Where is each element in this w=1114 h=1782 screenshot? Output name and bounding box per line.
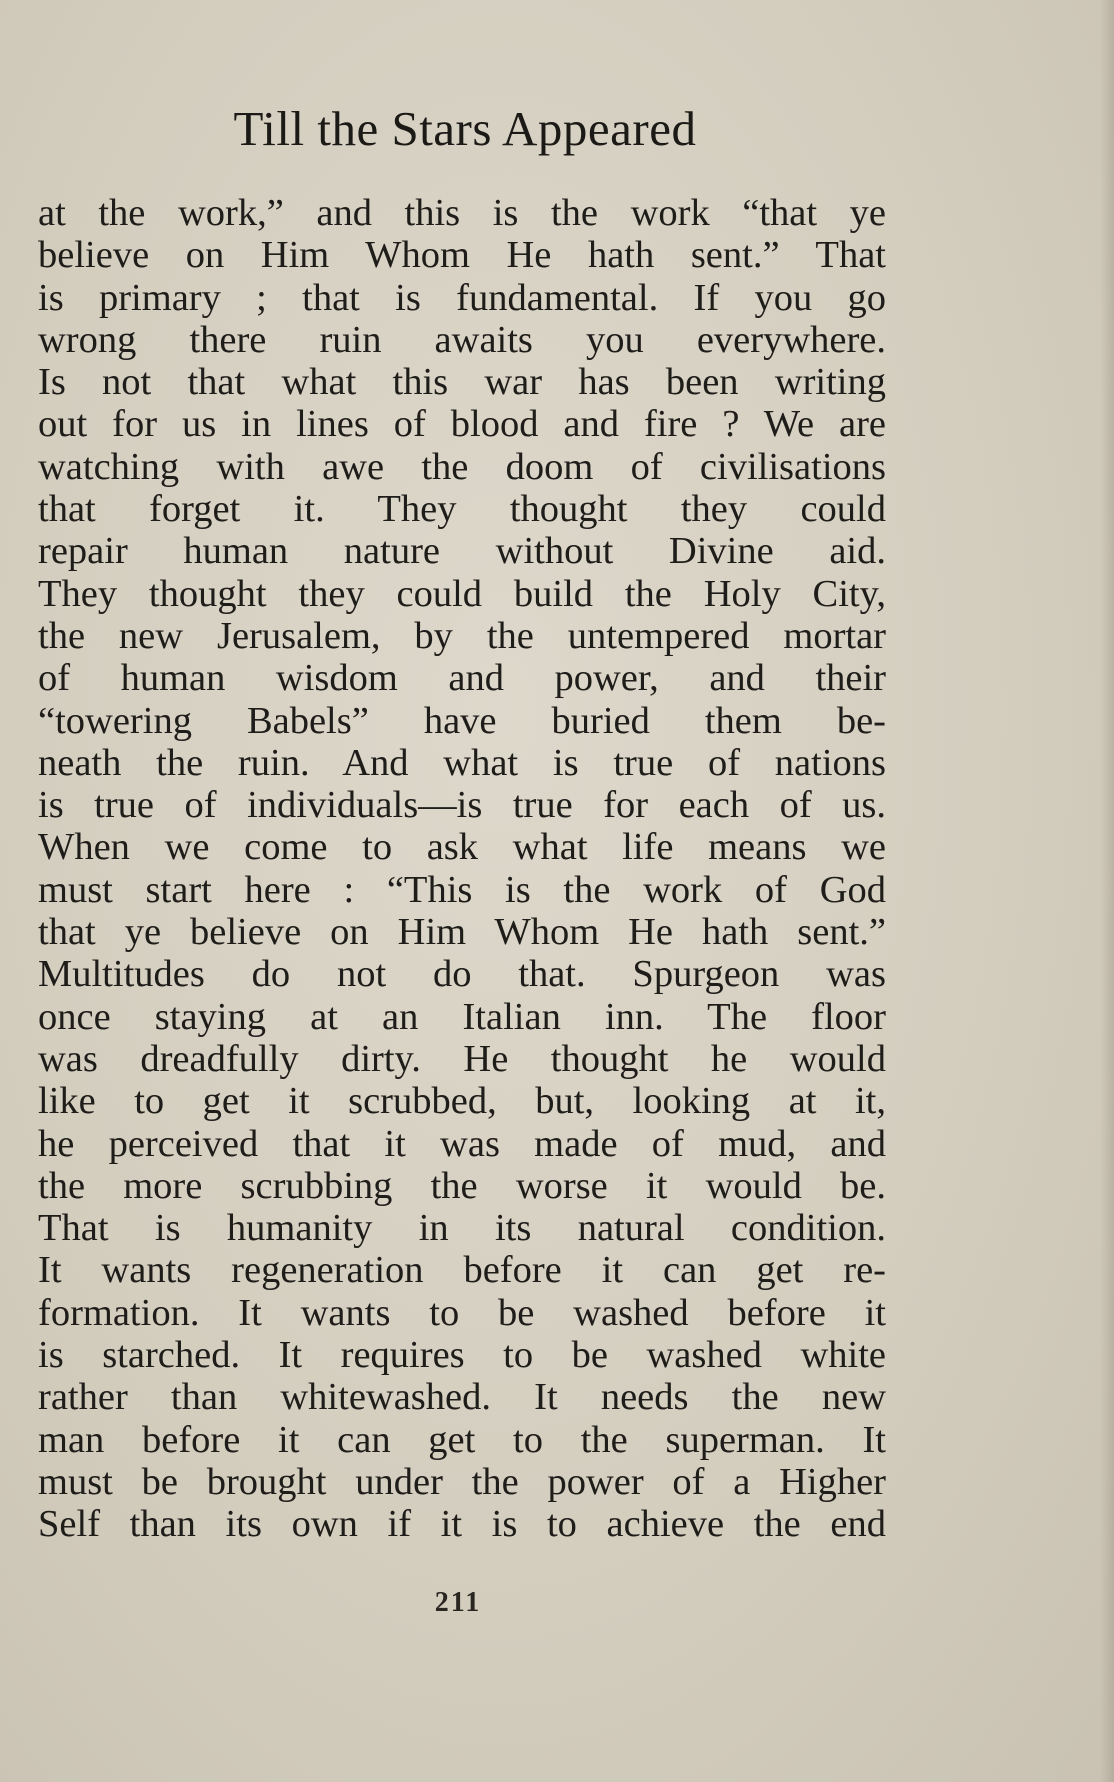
text-line: is starched. It requires to be washed white: [38, 1334, 886, 1377]
text-line: he perceived that it was made of mud, and: [38, 1122, 886, 1165]
text-line: was dreadfully dirty. He thought he would: [38, 1037, 886, 1080]
text-line: like to get it scrubbed, but, looking at it,: [38, 1080, 886, 1123]
text-line: must be brought under the power of a Higher: [38, 1460, 886, 1503]
text-line: the new Jerusalem, by the untempered mortar: [38, 614, 886, 657]
text-line: Self than its own if it is to achieve the end: [38, 1503, 886, 1546]
text-line: repair human nature without Divine aid.: [38, 530, 886, 573]
text-line: believe on Him Whom He hath sent.” That: [38, 234, 886, 277]
text-line: Multitudes do not do that. Spurgeon was: [38, 953, 886, 996]
text-line: watching with awe the doom of civilisations: [38, 445, 886, 488]
page-edge-shadow: [1100, 0, 1114, 1782]
text-line: that ye believe on Him Whom He hath sent.”: [38, 911, 886, 954]
text-line: out for us in lines of blood and fire ? We are: [38, 403, 886, 446]
page-number: 211: [434, 1587, 482, 1618]
text-line: at the work,” and this is the work “that ye: [38, 192, 886, 234]
text-line: must start here : “This is the work of God: [38, 868, 886, 911]
text-line: “towering Babels” have buried them be-: [38, 699, 886, 742]
text-line: man before it can get to the superman. It: [38, 1418, 886, 1461]
running-title: Till the Stars Appeared: [233, 101, 697, 156]
text-line: of human wisdom and power, and their: [38, 657, 886, 700]
text-line: When we come to ask what life means we: [38, 826, 886, 869]
text-line: rather than whitewashed. It needs the new: [38, 1376, 886, 1419]
body-text: [38, 192, 886, 1546]
text-line: once staying at an Italian inn. The floor: [38, 995, 886, 1038]
text-line: wrong there ruin awaits you everywhere.: [38, 318, 886, 361]
text-line: is true of individuals—is true for each of us.: [38, 784, 886, 827]
text-line: That is humanity in its natural condition.: [38, 1207, 886, 1250]
text-line: is primary ; that is fundamental. If you go: [38, 276, 886, 319]
text-line: that forget it. They thought they could: [38, 488, 886, 531]
text-line: It wants regeneration before it can get re-: [38, 1249, 886, 1292]
text-line: the more scrubbing the worse it would be.: [38, 1164, 886, 1207]
text-line: formation. It wants to be washed before it: [38, 1291, 886, 1334]
text-line: They thought they could build the Holy City,: [38, 572, 886, 615]
text-line: Is not that what this war has been writing: [38, 361, 886, 404]
text-line: neath the ruin. And what is true of nations: [38, 741, 886, 784]
